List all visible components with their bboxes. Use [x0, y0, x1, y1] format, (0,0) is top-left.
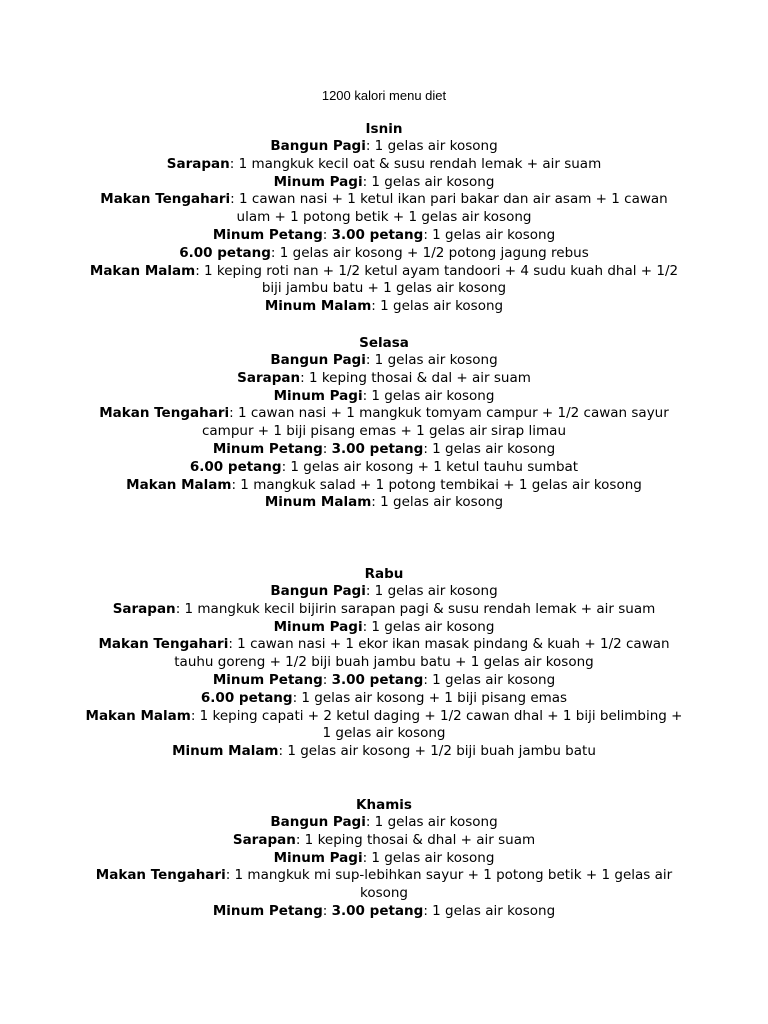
day-title: Isnin: [365, 121, 403, 137]
menu-entry: [84, 743, 684, 761]
menu-entry: [84, 814, 684, 832]
meal-description: : 1 gelas air kosong: [362, 849, 495, 866]
meal-description: : 1 gelas air kosong: [362, 173, 495, 190]
meal-description: : 1 gelas air kosong + 1/2 potong jagung rebus: [270, 244, 589, 261]
menu-entry: [84, 690, 684, 708]
meal-label: Bangun Pagi: [270, 814, 366, 830]
meal-label: Minum Malam: [172, 743, 279, 760]
day-section-isnin: [84, 120, 684, 316]
menu-entry: [84, 441, 684, 459]
meal-description: : 1 cawan nasi + 1 mangkuk tomyam campur + 1/2 cawan sayur campur + 1 biji pisang emas + 1 gelas air sirap limau: [201, 405, 669, 440]
meal-time: 3.00 petang: [331, 440, 424, 457]
meal-label: Minum Petang: [212, 671, 323, 688]
meal-description: : 1 cawan nasi + 1 ketul ikan pari bakar dan air asam + 1 cawan ulam + 1 potong betik + 1 gelas air kosong: [230, 191, 668, 226]
meal-label: 6.00 petang: [200, 689, 293, 706]
day-title: Selasa: [359, 335, 409, 351]
menu-entry: [84, 903, 684, 921]
meal-label: Sarapan: [232, 831, 296, 848]
meal-description: : 1 mangkuk kecil bijirin sarapan pagi & susu rendah lemak + air suam: [175, 600, 656, 617]
menu-entry: [84, 601, 684, 619]
meal-label: 6.00 petang: [179, 244, 271, 261]
meal-separator: :: [322, 671, 332, 688]
meal-description: : 1 mangkuk mi sup-lebihkan sayur + 1 potong betik + 1 gelas air kosong: [225, 867, 673, 902]
menu-entry: [84, 352, 684, 370]
meal-description: : 1 mangkuk salad + 1 potong tembikai + 1 gelas air kosong: [231, 476, 642, 493]
meal-label: 6.00 petang: [189, 458, 282, 475]
meal-description: : 1 gelas air kosong: [362, 387, 495, 404]
meal-label: Minum Malam: [264, 298, 372, 315]
meal-description: : 1 cawan nasi + 1 ekor ikan masak pindang & kuah + 1/2 cawan tauhu goreng + 1/2 biji buah jambu batu + 1 gelas air kosong: [174, 636, 670, 671]
menu-entry: [84, 619, 684, 637]
meal-separator: :: [322, 902, 332, 919]
meal-separator: :: [322, 226, 332, 243]
meal-label: Makan Tengahari: [98, 636, 229, 653]
meal-label: Bangun Pagi: [270, 138, 366, 154]
menu-entry: [84, 370, 684, 388]
meal-label: Minum Petang: [212, 440, 323, 457]
menu-entry: [84, 850, 684, 868]
menu-entry: [84, 459, 684, 477]
meal-description: : 1 mangkuk kecil oat & susu rendah lemak + air suam: [229, 155, 602, 172]
meal-label: Minum Petang: [212, 902, 323, 919]
meal-label: Makan Malam: [85, 707, 191, 724]
day-section-khamis: [84, 796, 684, 921]
meal-description: : 1 gelas air kosong: [365, 814, 498, 830]
menu-entry: [84, 263, 684, 299]
menu-entry: [84, 174, 684, 192]
meal-description: : 1 gelas air kosong: [423, 440, 556, 457]
menu-entry: [84, 867, 684, 903]
meal-description: : 1 gelas air kosong + 1 ketul tauhu sumbat: [281, 458, 579, 475]
day-title: Rabu: [364, 566, 404, 582]
meal-label: Sarapan: [237, 369, 301, 386]
meal-label: Sarapan: [166, 155, 230, 172]
meal-description: : 1 gelas air kosong + 1/2 biji buah jambu batu: [278, 743, 596, 760]
menu-entry: [84, 494, 684, 512]
menu-entry: [84, 138, 684, 156]
meal-label: Makan Tengahari: [99, 405, 230, 422]
meal-label: Makan Malam: [89, 262, 196, 279]
menu-entry: [84, 298, 684, 316]
meal-description: : 1 gelas air kosong + 1 biji pisang emas: [292, 689, 568, 706]
meal-description: : 1 keping roti nan + 1/2 ketul ayam tandoori + 4 sudu kuah dhal + 1/2 biji jambu batu + 1 gelas air kosong: [195, 262, 679, 297]
menu-entry: [84, 227, 684, 245]
day-section-selasa: [84, 334, 684, 512]
document-title: 1200 kalori menu diet: [321, 88, 447, 103]
meal-time: 3.00 petang: [331, 226, 424, 243]
menu-entry: [84, 245, 684, 263]
day-section-rabu: [84, 565, 684, 761]
meal-description: : 1 gelas air kosong: [423, 671, 556, 688]
meal-description: : 1 gelas air kosong: [371, 494, 504, 511]
meal-label: Makan Malam: [126, 476, 232, 493]
meal-description: : 1 keping thosai & dal + air suam: [300, 369, 531, 386]
meal-label: Minum Petang: [212, 226, 323, 243]
meal-label: Makan Tengahari: [100, 191, 231, 208]
meal-separator: :: [322, 440, 332, 457]
meal-label: Minum Pagi: [273, 849, 363, 866]
menu-entry: [84, 672, 684, 690]
meal-label: Bangun Pagi: [270, 583, 366, 599]
meal-label: Bangun Pagi: [270, 352, 366, 368]
meal-description: : 1 gelas air kosong: [365, 352, 498, 368]
menu-entry: [84, 583, 684, 601]
menu-entry: [84, 477, 684, 495]
menu-entry: [84, 708, 684, 744]
meal-label: Minum Malam: [264, 494, 372, 511]
menu-entry: [84, 156, 684, 174]
meal-description: : 1 gelas air kosong: [423, 902, 556, 919]
meal-label: Sarapan: [112, 600, 176, 617]
meal-description: : 1 gelas air kosong: [365, 138, 498, 154]
meal-label: Minum Pagi: [273, 387, 363, 404]
meal-time: 3.00 petang: [331, 902, 424, 919]
meal-description: : 1 gelas air kosong: [362, 618, 495, 635]
meal-label: Minum Pagi: [273, 173, 363, 190]
meal-description: : 1 keping thosai & dhal + air suam: [295, 831, 536, 848]
menu-entry: [84, 405, 684, 441]
meal-time: 3.00 petang: [331, 671, 424, 688]
meal-label: Minum Pagi: [273, 618, 363, 635]
meal-description: : 1 keping capati + 2 ketul daging + 1/2 cawan dhal + 1 biji belimbing + 1 gelas air kosong: [190, 707, 683, 742]
meal-description: : 1 gelas air kosong: [365, 583, 498, 599]
meal-label: Makan Tengahari: [95, 867, 226, 884]
menu-entry: [84, 832, 684, 850]
menu-entry: [84, 191, 684, 227]
menu-entry: [84, 636, 684, 672]
meal-description: : 1 gelas air kosong: [371, 298, 504, 315]
menu-entry: [84, 388, 684, 406]
meal-description: : 1 gelas air kosong: [423, 226, 556, 243]
day-title: Khamis: [356, 797, 412, 813]
